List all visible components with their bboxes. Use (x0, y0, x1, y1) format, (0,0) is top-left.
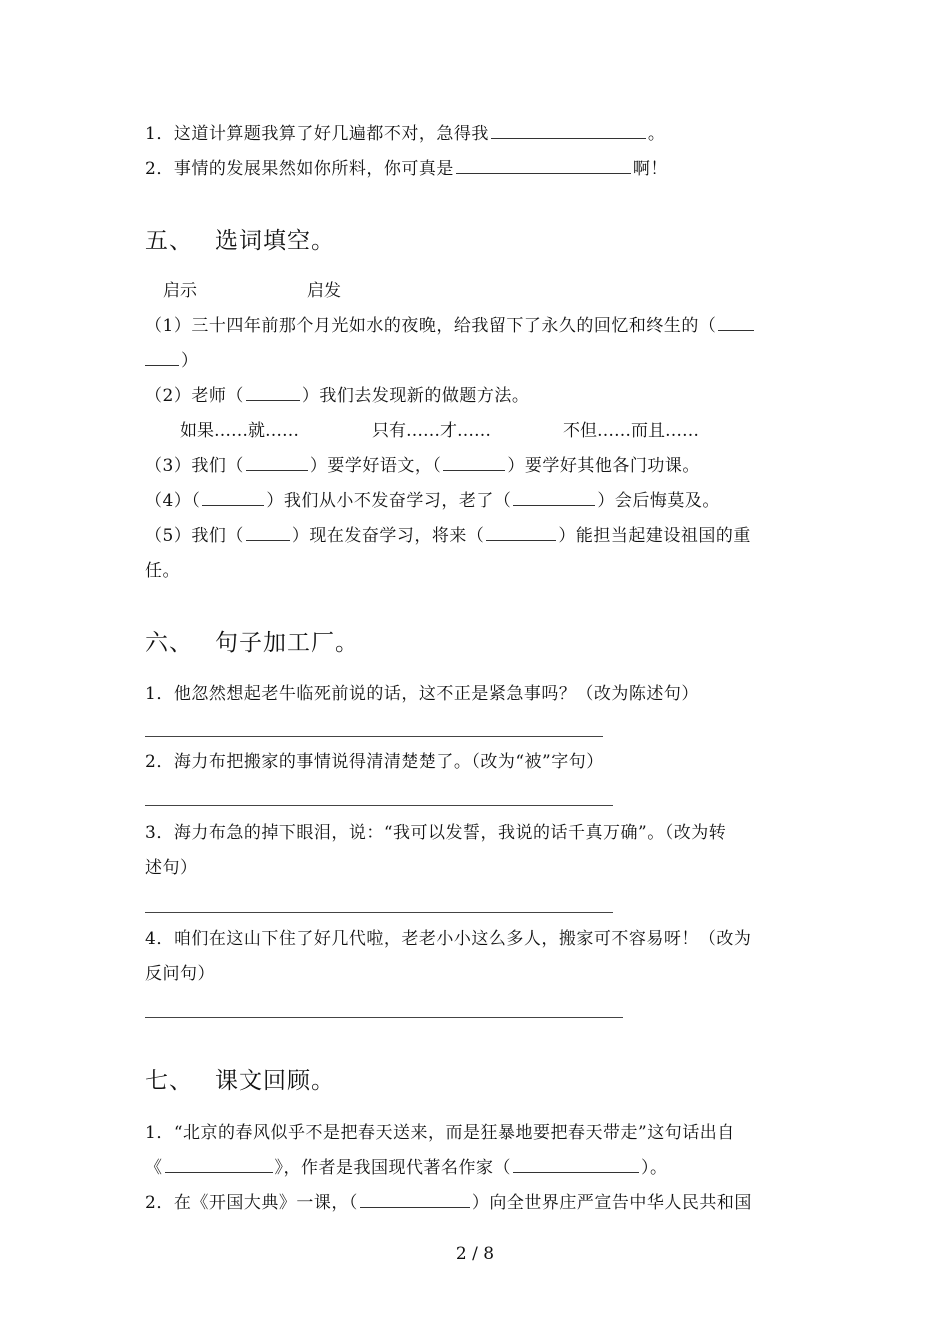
fill-blank[interactable] (360, 1193, 470, 1208)
q6-item-1: 1．他忽然想起老牛临死前说的话，这不正是紧急事吗？（改为陈述句） (145, 684, 699, 704)
q5-sentence-1-cont: ） (145, 350, 199, 372)
word-option: 只有……才…… (372, 421, 491, 441)
word-option: 不但……而且…… (563, 421, 699, 441)
fill-blank[interactable] (513, 491, 595, 506)
fill-blank[interactable] (486, 526, 556, 541)
fill-blank[interactable] (491, 124, 646, 139)
section-heading-6: 六、 句子加工厂。 (145, 630, 359, 656)
word-option: 启示 (163, 281, 197, 301)
fill-blank[interactable] (456, 159, 631, 174)
q6-item-4: 4．咱们在这山下住了好几代啦，老老小小这么多人，搬家可不容易呀！（改为 (145, 929, 752, 949)
word-option: 如果……就…… (180, 421, 299, 441)
q7-item-2: 2．在《开国大典》一课，（ ）向全世界庄严宣告中华人民共和国 (145, 1193, 752, 1213)
q7-item-1: 1．“北京的春风似乎不是把春天送来，而是狂暴地要把春天带走”这句话出自 (145, 1123, 735, 1143)
q5-sentence-2: （2）老师（ ）我们去发现新的做题方法。 (145, 386, 530, 406)
q5-sentence-5: （5）我们（ ）现在发奋学习，将来（ ）能担当起建设祖国的重 (145, 526, 751, 546)
answer-line[interactable] (145, 805, 613, 806)
fill-blank[interactable] (718, 316, 754, 331)
q7-item-1-cont: 《 》，作者是我国现代著名作家（ ）。 (145, 1158, 668, 1178)
q6-item-4-cont: 反问句） (145, 964, 215, 984)
q6-item-3-cont: 述句） (145, 858, 198, 878)
section-heading-7: 七、 课文回顾。 (145, 1068, 335, 1094)
word-option: 启发 (307, 281, 341, 301)
answer-line[interactable] (145, 736, 603, 737)
fill-blank[interactable] (165, 1158, 273, 1173)
q5-sentence-4: （4）（ ）我们从小不发奋学习，老了（ ）会后悔莫及。 (145, 491, 720, 511)
q4-item-1: 1．这道计算题我算了好几遍都不对，急得我 。 (145, 124, 666, 144)
q4-item-2: 2．事情的发展果然如你所料，你可真是 啊！ (145, 159, 668, 179)
page-number: 2 / 8 (455, 1244, 495, 1264)
fill-blank[interactable] (202, 491, 264, 506)
fill-blank[interactable] (513, 1158, 639, 1173)
section-heading-5: 五、 选词填空。 (145, 228, 335, 254)
q5-sentence-3: （3）我们（ ）要学好语文，（ ）要学好其他各门功课。 (145, 456, 700, 476)
answer-line[interactable] (145, 1017, 623, 1018)
fill-blank[interactable] (246, 526, 290, 541)
answer-line[interactable] (145, 912, 613, 913)
q6-item-3: 3．海力布急的掉下眼泪，说：“我可以发誓，我说的话千真万确”。（改为转 (145, 823, 727, 843)
q5-sentence-5-cont: 任。 (145, 561, 180, 581)
fill-blank[interactable] (443, 456, 505, 471)
fill-blank[interactable] (145, 351, 179, 366)
fill-blank[interactable] (246, 456, 308, 471)
q5-sentence-1: （1）三十四年前那个月光如水的夜晚，给我留下了永久的回忆和终生的（ (145, 315, 756, 337)
fill-blank[interactable] (246, 386, 300, 401)
q6-item-2: 2．海力布把搬家的事情说得清清楚楚了。（改为“被”字句） (145, 752, 604, 772)
